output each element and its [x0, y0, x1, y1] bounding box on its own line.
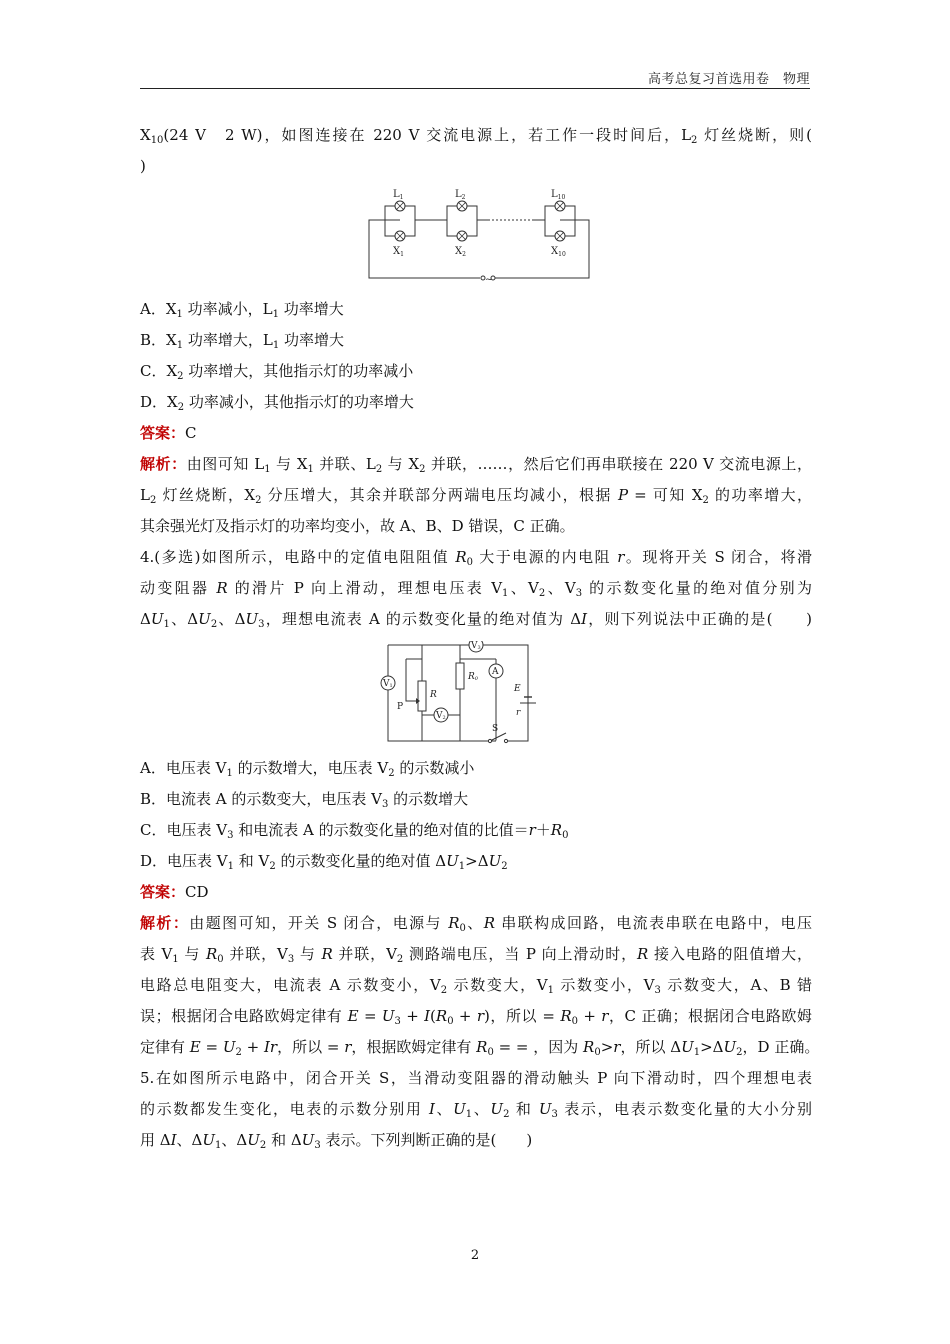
q4-analysis-line: 误；根据闭合电路欧姆定律有 $E = U_3 + I(R_0 + r)$，所以 = $R_0 + r$，C 正确；根据闭合电路欧姆 [140, 1007, 812, 1027]
q3-option-a: A．$X_1$ 功率减小，$L_1$ 功率增大 [140, 300, 344, 320]
lamp-label-x2: $X_2$ [455, 246, 466, 258]
q3-option-d: D．$X_2$ 功率减小，其他指示灯的功率增大 [140, 393, 414, 413]
ammeter-a-label: A [492, 667, 499, 677]
q3-answer: 答案：C [140, 424, 197, 442]
lamp-label-l1: $L_1$ [393, 189, 404, 201]
q4-circuit-figure [378, 641, 538, 745]
q3-analysis-line: 其余强光灯及指示灯的功率均变小，故 A、B、D 错误，C 正确。 [140, 517, 575, 535]
document-body [140, 120, 820, 1156]
voltmeter-v2-label: V2 [436, 711, 446, 721]
lamp-label-x1: $X_1$ [393, 246, 404, 258]
ac-source-symbol: ~ [485, 275, 493, 285]
q3-option-b: B．$X_1$ 功率增大，$L_1$ 功率增大 [140, 331, 344, 351]
q4-option-b: B．电流表 A 的示数变大，电压表 $V_3$ 的示数增大 [140, 790, 469, 810]
q3-option-c: C．$X_2$ 功率增大，其他指示灯的功率减小 [140, 362, 414, 382]
slider-p-label: P [397, 702, 404, 712]
q4-analysis-line: 电路总电阻变大，电流表 A 示数变小，$V_2$ 示数变大，$V_1$ 示数变小，$V_3$ 示数变大，A、B 错 [140, 976, 813, 996]
q5-stem-line: 5.在如图所示电路中，闭合开关 S，当滑动变阻器的滑动触头 P 向下滑动时，四个理想电表 [140, 1069, 812, 1087]
rheostat-r-label: R [430, 690, 437, 700]
lamp-label-l10: $L_{10}$ [551, 189, 566, 201]
page-header [140, 62, 810, 89]
q4-analysis-line: 表 $V_1$ 与 $R_0$ 并联，$V_3$ 与 R 并联，$V_2$ 测路端电压，当 P 向上滑动时，R 接入电路的阻值增大， [140, 945, 812, 965]
q4-analysis-line: 解析：由题图可知，开关 S 闭合，电源与 $R_0$、R 串联构成回路，电流表串联在电路中，电压 [140, 914, 812, 934]
q4-stem-line: 动变阻器 R 的滑片 P 向上滑动，理想电压表 $V_1$、$V_2$、$V_3$ 的示数变化量的绝对值分别为 [140, 579, 812, 599]
q4-stem-line: $\Delta U_1$、$\Delta U_2$、$\Delta U_3$，理想电流表 A 的示数变化量的绝对值为 ΔI，则下列说法中正确的是( ) [140, 610, 812, 630]
internal-r-label: r [516, 708, 521, 718]
q4-stem-line: 4.(多选)如图所示，电路中的定值电阻阻值 $R_0$ 大于电源的内电阻 r。现将开关 S 闭合，将滑 [140, 548, 812, 568]
header-title: 高考总复习首选用卷 物理 [647, 72, 810, 87]
q3-analysis-line: 解析：由图可知 $L_1$ 与 $X_1$ 并联、$L_2$ 与 $X_2$ 并联，……，然后它们再串联接在 220 V 交流电源上， [140, 455, 812, 475]
q3-stem-line: ) [140, 157, 146, 175]
q4-analysis-line: 定律有 $E = U_2 + Ir$，所以 = r，根据欧姆定律有 $R_0$ = = ，因为 $R_0>r$，所以 $\Delta U_1>\Delta U_2$，D 正确。 [140, 1038, 820, 1058]
lamp-label-l2: $L_2$ [455, 189, 466, 201]
q3-stem-line: $X_{10}(24$ V 2 W)，如图连接在 220 V 交流电源上，若工作一段时间后，$L_2$ 灯丝烧断，则( [140, 126, 812, 146]
q5-stem-line: 的示数都发生变化，电表的示数分别用 I、$U_1$、$U_2$ 和 $U_3$ 表示，电表示数变化量的大小分别 [140, 1100, 812, 1120]
q4-answer: 答案：CD [140, 883, 209, 901]
q4-option-a: A．电压表 $V_1$ 的示数增大，电压表 $V_2$ 的示数减小 [140, 759, 475, 779]
q4-option-d: D．电压表 $V_1$ 和 $V_2$ 的示数变化量的绝对值 $\Delta U_1>\Delta U_2$ [140, 852, 508, 872]
resistor-r0-label: R0 [468, 672, 478, 682]
voltmeter-v3-label: V3 [471, 641, 481, 651]
q3-analysis-line: $L_2$ 灯丝烧断，$X_2$ 分压增大，其余并联部分两端电压均减小，根据 P = 可知 $X_2$ 的功率增大， [140, 486, 812, 506]
lamp-label-x10: $X_{10}$ [551, 246, 566, 258]
voltmeter-v1-label: V1 [383, 679, 393, 689]
q3-circuit-figure [352, 188, 604, 288]
q4-option-c: C．电压表 $V_3$ 和电流表 A 的示数变化量的绝对值的比值$=r+R_0$ [140, 821, 569, 841]
emf-e-label: E [514, 684, 521, 694]
page-number: 2 [470, 1248, 480, 1263]
q5-stem-line: 用 ΔI、$\Delta U_1$、$\Delta U_2$ 和 $\Delta U_3$ 表示。下列判断正确的是( ) [140, 1131, 533, 1151]
switch-s-label: S [492, 724, 499, 734]
